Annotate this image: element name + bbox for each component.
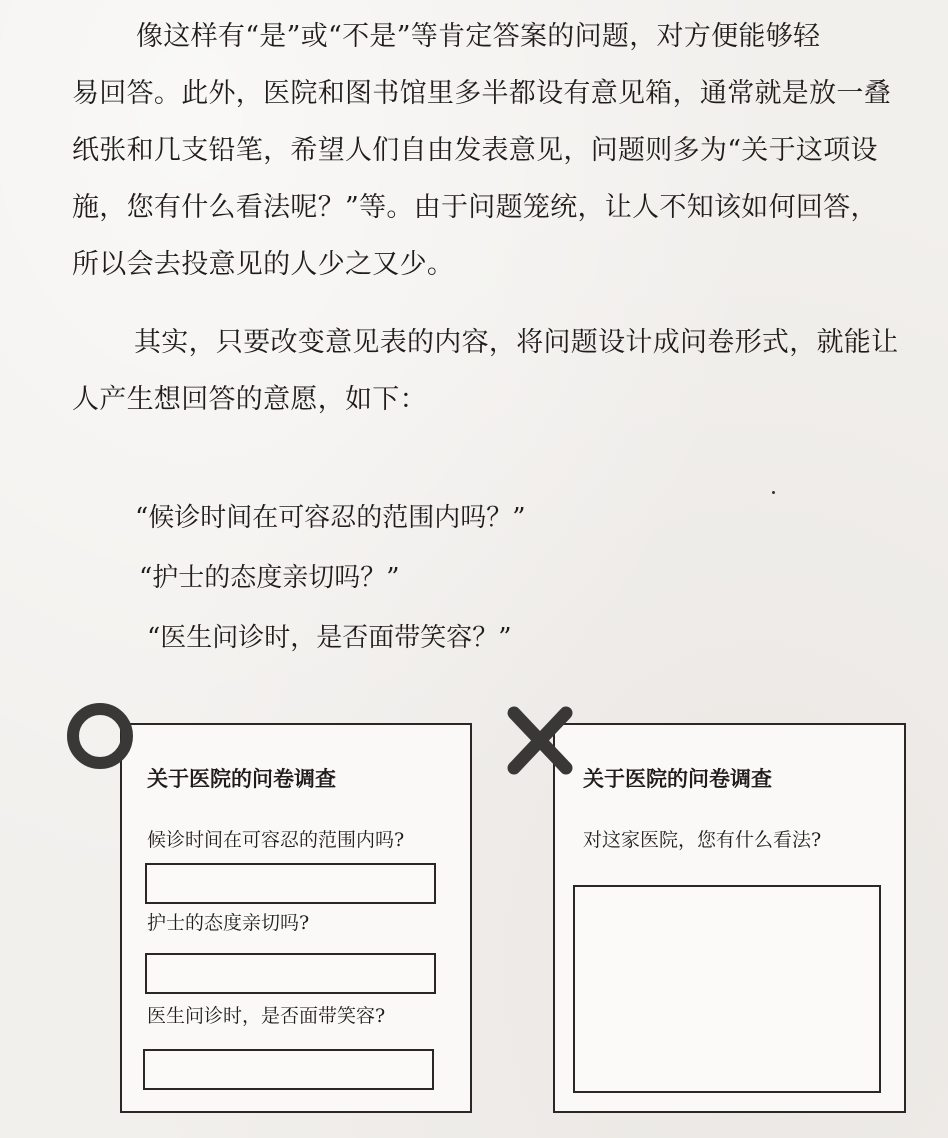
- text-line: 像这样有“是”或“不是”等肯定答案的问题，对方便能够轻: [136, 21, 821, 52]
- example-question: “医生问诊时，是否面带笑容？”: [147, 623, 512, 653]
- text-line: 易回答。此外，医院和图书馆里多半都设有意见箱，通常就是放一叠: [72, 78, 891, 109]
- text-line: 纸张和几支铅笔，希望人们自由发表意见，问题则多为“关于这项设: [72, 135, 878, 166]
- question-label: 对这家医院，您有什么看法?: [583, 829, 822, 851]
- form-title: 关于医院的问卷调查: [147, 767, 336, 791]
- paragraph-1: [72, 8, 912, 293]
- example-question: “候诊时间在可容忍的范围内吗？”: [135, 503, 526, 533]
- answer-field[interactable]: [145, 863, 436, 904]
- example-question: “护士的态度亲切吗？”: [139, 563, 400, 593]
- answer-field[interactable]: [145, 953, 436, 994]
- question-label: 候诊时间在可容忍的范围内吗?: [147, 829, 405, 851]
- text-line: 其实，只要改变意见表的内容，将问题设计成问卷形式，就能让: [134, 327, 899, 358]
- speck: [772, 491, 775, 494]
- form-title: 关于医院的问卷调查: [583, 767, 772, 791]
- text-line: 所以会去投意见的人少之又少。: [72, 249, 455, 280]
- text-line: 施，您有什么看法呢？”等。由于问题笼统，让人不知该如何回答，: [72, 192, 878, 223]
- circle-mark-icon: [66, 702, 134, 770]
- answer-area[interactable]: [573, 885, 881, 1093]
- answer-field[interactable]: [143, 1049, 434, 1090]
- question-label: 医生问诊时，是否面带笑容?: [147, 1005, 386, 1027]
- example-questions: [135, 488, 526, 668]
- cross-mark-icon: [504, 703, 576, 778]
- text-line: 人产生想回答的意愿，如下：: [72, 384, 427, 415]
- good-questionnaire-form: [120, 723, 472, 1113]
- paragraph-2: [72, 314, 912, 428]
- question-label: 护士的态度亲切吗?: [147, 912, 310, 934]
- bad-questionnaire-form: [553, 723, 906, 1113]
